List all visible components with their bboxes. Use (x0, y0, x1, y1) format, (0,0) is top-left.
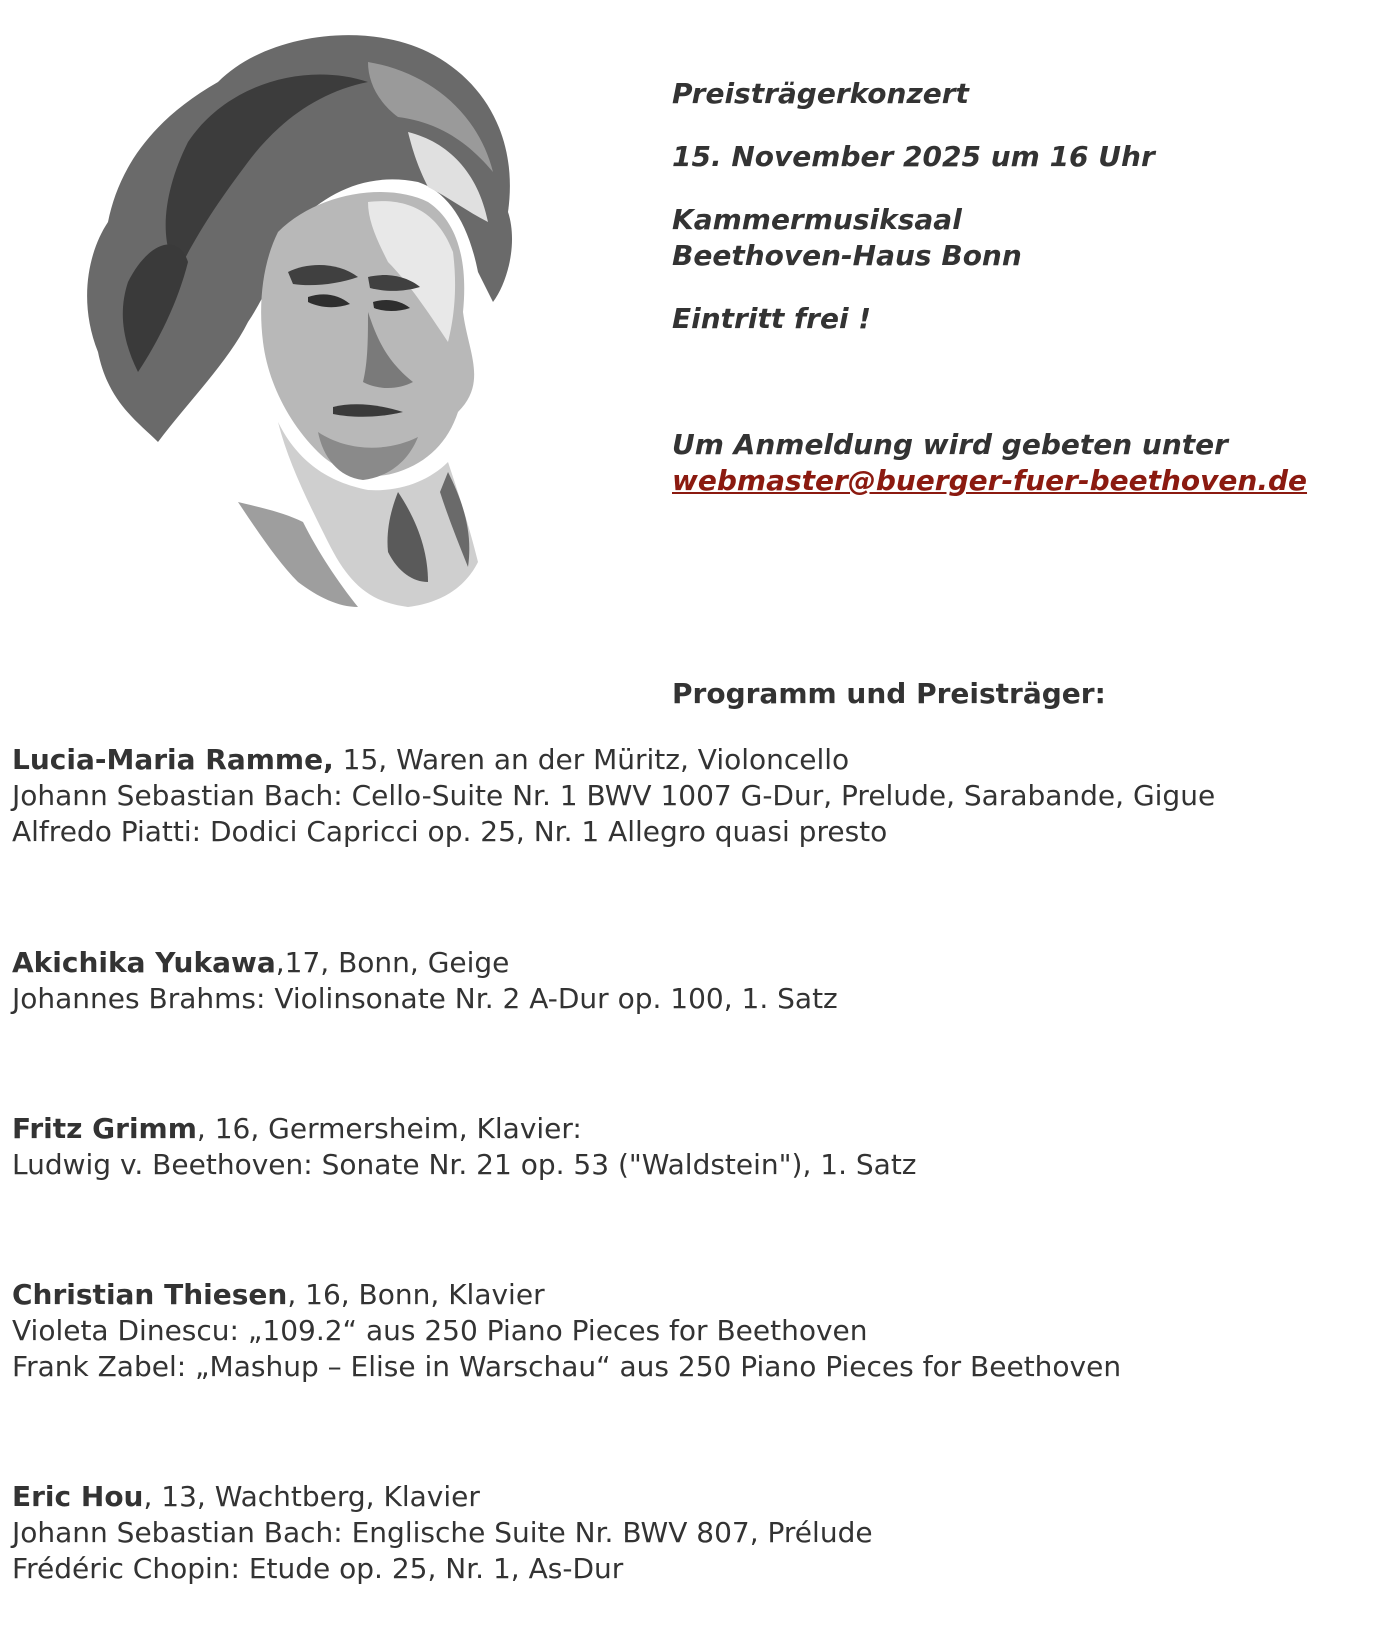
laureate-details: 15, Waren an der Müritz, Violoncello (333, 743, 850, 776)
laureate-name: Akichika Yukawa (12, 946, 276, 979)
program-piece: Johannes Brahms: Violinsonate Nr. 2 A-Dur op. 100, 1. Satz (12, 982, 838, 1015)
laureate-entry (12, 1111, 1312, 1183)
registration-text: Um Anmeldung wird gebeten unter (672, 428, 1228, 461)
admission-note: Eintritt frei ! (672, 302, 872, 335)
program-piece: Frédéric Chopin: Etude op. 25, Nr. 1, As-Dur (12, 1552, 624, 1585)
beethoven-portrait (68, 22, 528, 612)
concert-title: Preisträgerkonzert (672, 77, 969, 110)
laureate-header (12, 1277, 1312, 1313)
laureate-details: , 16, Germersheim, Klavier: (196, 1112, 582, 1145)
program-piece: Johann Sebastian Bach: Cello-Suite Nr. 1 BWV 1007 G-Dur, Prelude, Sarabande, Gigue (12, 779, 1216, 812)
program-piece: Frank Zabel: „Mashup – Elise in Warschau“ aus 250 Piano Pieces for Beethoven (12, 1350, 1122, 1383)
laureate-header (12, 742, 1312, 778)
laureate-name: Eric Hou (12, 1480, 144, 1513)
program-piece: Violeta Dinescu: „109.2“ aus 250 Piano Pieces for Beethoven (12, 1314, 868, 1347)
laureate-details: , 16, Bonn, Klavier (287, 1278, 545, 1311)
program-piece: Johann Sebastian Bach: Englische Suite Nr. BWV 807, Prélude (12, 1516, 873, 1549)
laureate-details: , 13, Wachtberg, Klavier (143, 1480, 480, 1513)
laureate-entry (12, 1277, 1312, 1385)
laureate-header (12, 1111, 1312, 1147)
program-heading: Programm und Preisträger: (672, 677, 1106, 710)
laureate-details: ,17, Bonn, Geige (275, 946, 510, 979)
program-piece: Ludwig v. Beethoven: Sonate Nr. 21 op. 53 ("Waldstein"), 1. Satz (12, 1148, 917, 1181)
laureate-entry (12, 742, 1312, 850)
laureate-entry (12, 1479, 1312, 1587)
event-info (672, 76, 1352, 499)
program-piece: Alfredo Piatti: Dodici Capricci op. 25, Nr. 1 Allegro quasi presto (12, 815, 888, 848)
registration-email-link[interactable]: webmaster@buerger-fuer-beethoven.de (672, 464, 1308, 497)
concert-date: 15. November 2025 um 16 Uhr (672, 140, 1155, 173)
laureate-header (12, 1479, 1312, 1515)
laureate-name: Lucia-Maria Ramme, (12, 743, 334, 776)
laureate-header (12, 945, 1312, 981)
venue-building: Beethoven-Haus Bonn (672, 239, 1022, 272)
laureate-entry (12, 945, 1312, 1017)
laureate-name: Fritz Grimm (12, 1112, 197, 1145)
laureate-name: Christian Thiesen (12, 1278, 288, 1311)
venue-hall: Kammermusiksaal (672, 203, 962, 236)
